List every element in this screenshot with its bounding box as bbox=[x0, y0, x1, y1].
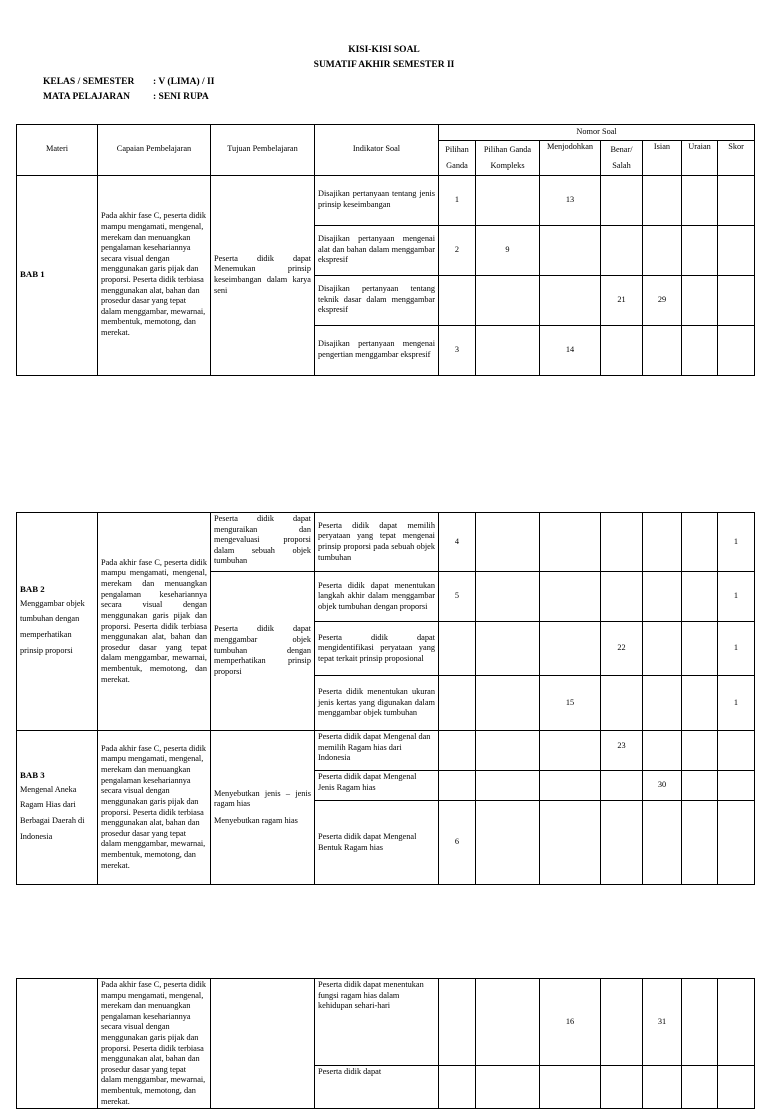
bab4-r1-ur bbox=[682, 979, 718, 1066]
doc-subtitle: SUMATIF AKHIR SEMESTER II bbox=[313, 60, 455, 70]
bab2-r2-pg: 5 bbox=[439, 572, 476, 622]
bab1-r4-pg: 3 bbox=[439, 325, 476, 375]
bab2-r2-ur bbox=[682, 572, 718, 622]
bab3-capaian: Pada akhir fase C, peserta didik mampu mengamati, mengenal, merekam dan menuangkan pengalaman kesehariannya secara visual dengan menggunakan garis pijak dan proporsi. Peserta didik terbiasa menggunakan alat, bahan dan prosedur dasar yang tepat dalam menggambar, mewarnai, membentuk, memotong, dan merekat. bbox=[98, 731, 211, 885]
bab3-subtitle: Mengenal Aneka Ragam Hias dari Berbagai Daerah di Indonesia bbox=[20, 784, 85, 841]
bab2-indikator-3: Peserta didik dapat mengidentifikasi peryataan yang tepat terkait prinsip proposional bbox=[315, 622, 439, 676]
bab1-r2-sk bbox=[718, 225, 755, 275]
bab1-r3-bs: 21 bbox=[601, 275, 643, 325]
bab3-indikator-2: Peserta didik dapat Mengenal Jenis Ragam hias bbox=[315, 771, 439, 801]
bab4-r1-sk bbox=[718, 979, 755, 1066]
bab2-r4-mj: 15 bbox=[540, 676, 601, 731]
bab3-indikator-3: Peserta didik dapat Mengenal Bentuk Ragam hias bbox=[315, 801, 439, 885]
bab2-tujuan-1: Peserta didik dapat menguraikan dan mengevaluasi proporsi dalam sebuah objek tumbuhan bbox=[211, 513, 315, 572]
bab1-r1-mj: 13 bbox=[540, 175, 601, 225]
bab1-r2-is bbox=[643, 225, 682, 275]
bab3-r3-pg: 6 bbox=[439, 801, 476, 885]
bab1-r3-is: 29 bbox=[643, 275, 682, 325]
bab2-r3-mj bbox=[540, 622, 601, 676]
bab1-r2-pgk: 9 bbox=[476, 225, 540, 275]
bab4-r1-bs bbox=[601, 979, 643, 1066]
bab3-tujuan-1: Menyebutkan jenis – jenis ragam hias bbox=[214, 788, 311, 809]
bab3-r2-mj bbox=[540, 771, 601, 801]
bab3-tujuan bbox=[211, 731, 315, 885]
bab3-r1-pg bbox=[439, 731, 476, 771]
header-indikator: Indikator Soal bbox=[315, 125, 439, 176]
bab1-r3-ur bbox=[682, 275, 718, 325]
bab4-r2-mj bbox=[540, 1065, 601, 1108]
bab1-r3-sk bbox=[718, 275, 755, 325]
bab2-r4-bs bbox=[601, 676, 643, 731]
bab3-r2-pg bbox=[439, 771, 476, 801]
bab1-r3-pg bbox=[439, 275, 476, 325]
bab1-r3-pgk bbox=[476, 275, 540, 325]
header-tujuan: Tujuan Pembelajaran bbox=[211, 125, 315, 176]
bab2-indikator-4: Peserta didik menentukan ukuran jenis kertas yang digunakan dalam menggambar objek tumbuhan bbox=[315, 676, 439, 731]
bab1-indikator-4: Disajikan pertanyaan mengenai pengertian menggambar ekspresif bbox=[315, 325, 439, 375]
table-bab2-bab3 bbox=[16, 512, 755, 885]
bab2-r1-pgk bbox=[476, 513, 540, 572]
bab2-r3-ur bbox=[682, 622, 718, 676]
table-bab4 bbox=[16, 978, 755, 1109]
bab2-r4-sk: 1 bbox=[718, 676, 755, 731]
bab1-r2-pg: 2 bbox=[439, 225, 476, 275]
bab2-r2-bs bbox=[601, 572, 643, 622]
bab4-r2-pg bbox=[439, 1065, 476, 1108]
bab1-r4-sk bbox=[718, 325, 755, 375]
bab1-r4-pgk bbox=[476, 325, 540, 375]
bab1-r2-ur bbox=[682, 225, 718, 275]
bab3-materi bbox=[17, 731, 98, 885]
bab3-r3-mj bbox=[540, 801, 601, 885]
header-pg-kompleks: Pilihan Ganda Kompleks bbox=[476, 141, 540, 176]
bab2-r1-is bbox=[643, 513, 682, 572]
bab3-r3-is bbox=[643, 801, 682, 885]
bab2-r1-sk: 1 bbox=[718, 513, 755, 572]
bab2-r4-pgk bbox=[476, 676, 540, 731]
bab2-tujuan-2: Peserta didik dapat menggambar objek tumbuhan dengan memperhatikan prinsip proporsi bbox=[211, 572, 315, 731]
bab3-r1-is bbox=[643, 731, 682, 771]
bab3-r1-pgk bbox=[476, 731, 540, 771]
bab2-r3-sk: 1 bbox=[718, 622, 755, 676]
bab1-r4-mj: 14 bbox=[540, 325, 601, 375]
bab1-r4-bs bbox=[601, 325, 643, 375]
bab1-r1-sk bbox=[718, 175, 755, 225]
bab3-r3-bs bbox=[601, 801, 643, 885]
bab2-indikator-2: Peserta didik dapat menentukan langkah akhir dalam menggambar objek tumbuhan dengan proporsi bbox=[315, 572, 439, 622]
table-bab1 bbox=[16, 124, 755, 376]
bab2-r4-pg bbox=[439, 676, 476, 731]
bab3-r1-bs: 23 bbox=[601, 731, 643, 771]
header-isian: Isian bbox=[643, 141, 682, 176]
bab1-indikator-2: Disajikan pertanyaan mengenai alat dan bahan dalam menggambar ekspresif bbox=[315, 225, 439, 275]
bab2-materi bbox=[17, 513, 98, 731]
bab2-title: BAB 2 bbox=[20, 584, 45, 595]
header-materi: Materi bbox=[17, 125, 98, 176]
meta-mapel-label: MATA PELAJARAN bbox=[43, 92, 130, 102]
bab3-r3-pgk bbox=[476, 801, 540, 885]
bab2-r2-is bbox=[643, 572, 682, 622]
header-capaian: Capaian Pembelajaran bbox=[98, 125, 211, 176]
bab2-r1-pg: 4 bbox=[439, 513, 476, 572]
meta-kelas-label: KELAS / SEMESTER bbox=[43, 77, 135, 87]
meta-kelas bbox=[43, 77, 214, 87]
bab1-r1-ur bbox=[682, 175, 718, 225]
header-skor: Skor bbox=[718, 141, 755, 176]
bab1-indikator-3: Disajikan pertanyaan tentang teknik dasar dalam menggambar ekspresif bbox=[315, 275, 439, 325]
bab1-materi: BAB 1 bbox=[17, 175, 98, 375]
bab4-r2-is bbox=[643, 1065, 682, 1108]
bab3-r1-mj bbox=[540, 731, 601, 771]
bab4-r1-mj: 16 bbox=[540, 979, 601, 1066]
bab4-r2-ur bbox=[682, 1065, 718, 1108]
bab1-r1-is bbox=[643, 175, 682, 225]
bab2-r4-is bbox=[643, 676, 682, 731]
header-menjodohkan: Menjodohkan bbox=[540, 141, 601, 176]
doc-title: KISI-KISI SOAL bbox=[348, 45, 420, 55]
header-pilihan-ganda: Pilihan Ganda bbox=[439, 141, 476, 176]
bab1-r2-bs bbox=[601, 225, 643, 275]
bab3-title: BAB 3 bbox=[20, 770, 45, 781]
bab3-r2-bs bbox=[601, 771, 643, 801]
bab4-indikator-1: Peserta didik dapat menentukan fungsi ragam hias dalam kehidupan sehari-hari bbox=[315, 979, 439, 1066]
bab3-indikator-1: Peserta didik dapat Mengenal dan memilih Ragam hias dari Indonesia bbox=[315, 731, 439, 771]
bab3-r2-is: 30 bbox=[643, 771, 682, 801]
bab1-r1-bs bbox=[601, 175, 643, 225]
bab2-r1-bs bbox=[601, 513, 643, 572]
bab3-tujuan-2: Menyebutkan ragam hias bbox=[214, 815, 298, 825]
bab3-r1-sk bbox=[718, 731, 755, 771]
bab1-r2-mj bbox=[540, 225, 601, 275]
bab1-r1-pgk bbox=[476, 175, 540, 225]
bab2-capaian: Pada akhir fase C, peserta didik mampu mengamati, mengenal, merekam dan menuangkan pengalaman kesehariannya secara visual dengan menggunakan garis pijak dan proporsi. Peserta didik terbiasa menggunakan alat, bahan dan prosedur dasar yang tepat dalam menggambar, mewarnai, membentuk, memotong, dan merekat. bbox=[98, 513, 211, 731]
bab2-r3-pgk bbox=[476, 622, 540, 676]
bab2-indikator-1: Peserta didik dapat memilih peryataan yang tepat mengenai prinsip proporsi pada sebuah objek tumbuhan bbox=[315, 513, 439, 572]
meta-kelas-value: : V (LIMA) / II bbox=[153, 77, 215, 87]
bab3-r3-ur bbox=[682, 801, 718, 885]
bab2-r1-mj bbox=[540, 513, 601, 572]
meta-mapel-value: : SENI RUPA bbox=[153, 92, 209, 102]
bab2-subtitle: Menggambar objek tumbuhan dengan memperhatikan prinsip proporsi bbox=[20, 598, 85, 655]
bab4-r1-is: 31 bbox=[643, 979, 682, 1066]
bab4-r1-pgk bbox=[476, 979, 540, 1066]
bab4-tujuan bbox=[211, 979, 315, 1109]
meta-mapel bbox=[43, 92, 209, 102]
bab2-r2-mj bbox=[540, 572, 601, 622]
bab1-r3-mj bbox=[540, 275, 601, 325]
bab3-r3-sk bbox=[718, 801, 755, 885]
bab4-capaian: Pada akhir fase C, peserta didik mampu mengamati, mengenal, merekam dan menuangkan pengalaman kesehariannya secara visual dengan menggunakan garis pijak dan proporsi. Peserta didik terbiasa menggunakan alat, bahan dan prosedur dasar yang tepat dalam menggambar, mewarnai, membentuk, memotong, dan merekat. bbox=[98, 979, 211, 1109]
bab1-tujuan: Peserta didik dapat Menemukan prinsip keseimbangan dalam karya seni bbox=[211, 175, 315, 375]
bab3-r1-ur bbox=[682, 731, 718, 771]
bab4-r1-pg bbox=[439, 979, 476, 1066]
bab2-r3-bs: 22 bbox=[601, 622, 643, 676]
bab2-r3-pg bbox=[439, 622, 476, 676]
bab2-r3-is bbox=[643, 622, 682, 676]
bab1-r4-ur bbox=[682, 325, 718, 375]
bab2-r2-pgk bbox=[476, 572, 540, 622]
bab2-r4-ur bbox=[682, 676, 718, 731]
bab1-capaian: Pada akhir fase C, peserta didik mampu mengamati, mengenal, merekam dan menuangkan pengalaman kesehariannya secara visual dengan menggunakan garis pijak dan proporsi. Peserta didik terbiasa menggunakan alat, bahan dan prosedur dasar yang tepat dalam menggambar, mewarnai, membentuk, memotong, dan merekat. bbox=[98, 175, 211, 375]
bab2-r2-sk: 1 bbox=[718, 572, 755, 622]
bab4-indikator-2: Peserta didik dapat bbox=[315, 1065, 439, 1108]
header-benar-salah: Benar/ Salah bbox=[601, 141, 643, 176]
bab1-r1-pg: 1 bbox=[439, 175, 476, 225]
bab1-indikator-1: Disajikan pertanyaan tentang jenis prinsip keseimbangan bbox=[315, 175, 439, 225]
bab4-r2-sk bbox=[718, 1065, 755, 1108]
header-nomor-soal: Nomor Soal bbox=[439, 125, 755, 141]
bab4-materi bbox=[17, 979, 98, 1109]
bab3-r2-pgk bbox=[476, 771, 540, 801]
header-uraian: Uraian bbox=[682, 141, 718, 176]
bab1-r4-is bbox=[643, 325, 682, 375]
bab4-r2-pgk bbox=[476, 1065, 540, 1108]
bab3-r2-sk bbox=[718, 771, 755, 801]
bab2-r1-ur bbox=[682, 513, 718, 572]
bab3-r2-ur bbox=[682, 771, 718, 801]
bab4-r2-bs bbox=[601, 1065, 643, 1108]
